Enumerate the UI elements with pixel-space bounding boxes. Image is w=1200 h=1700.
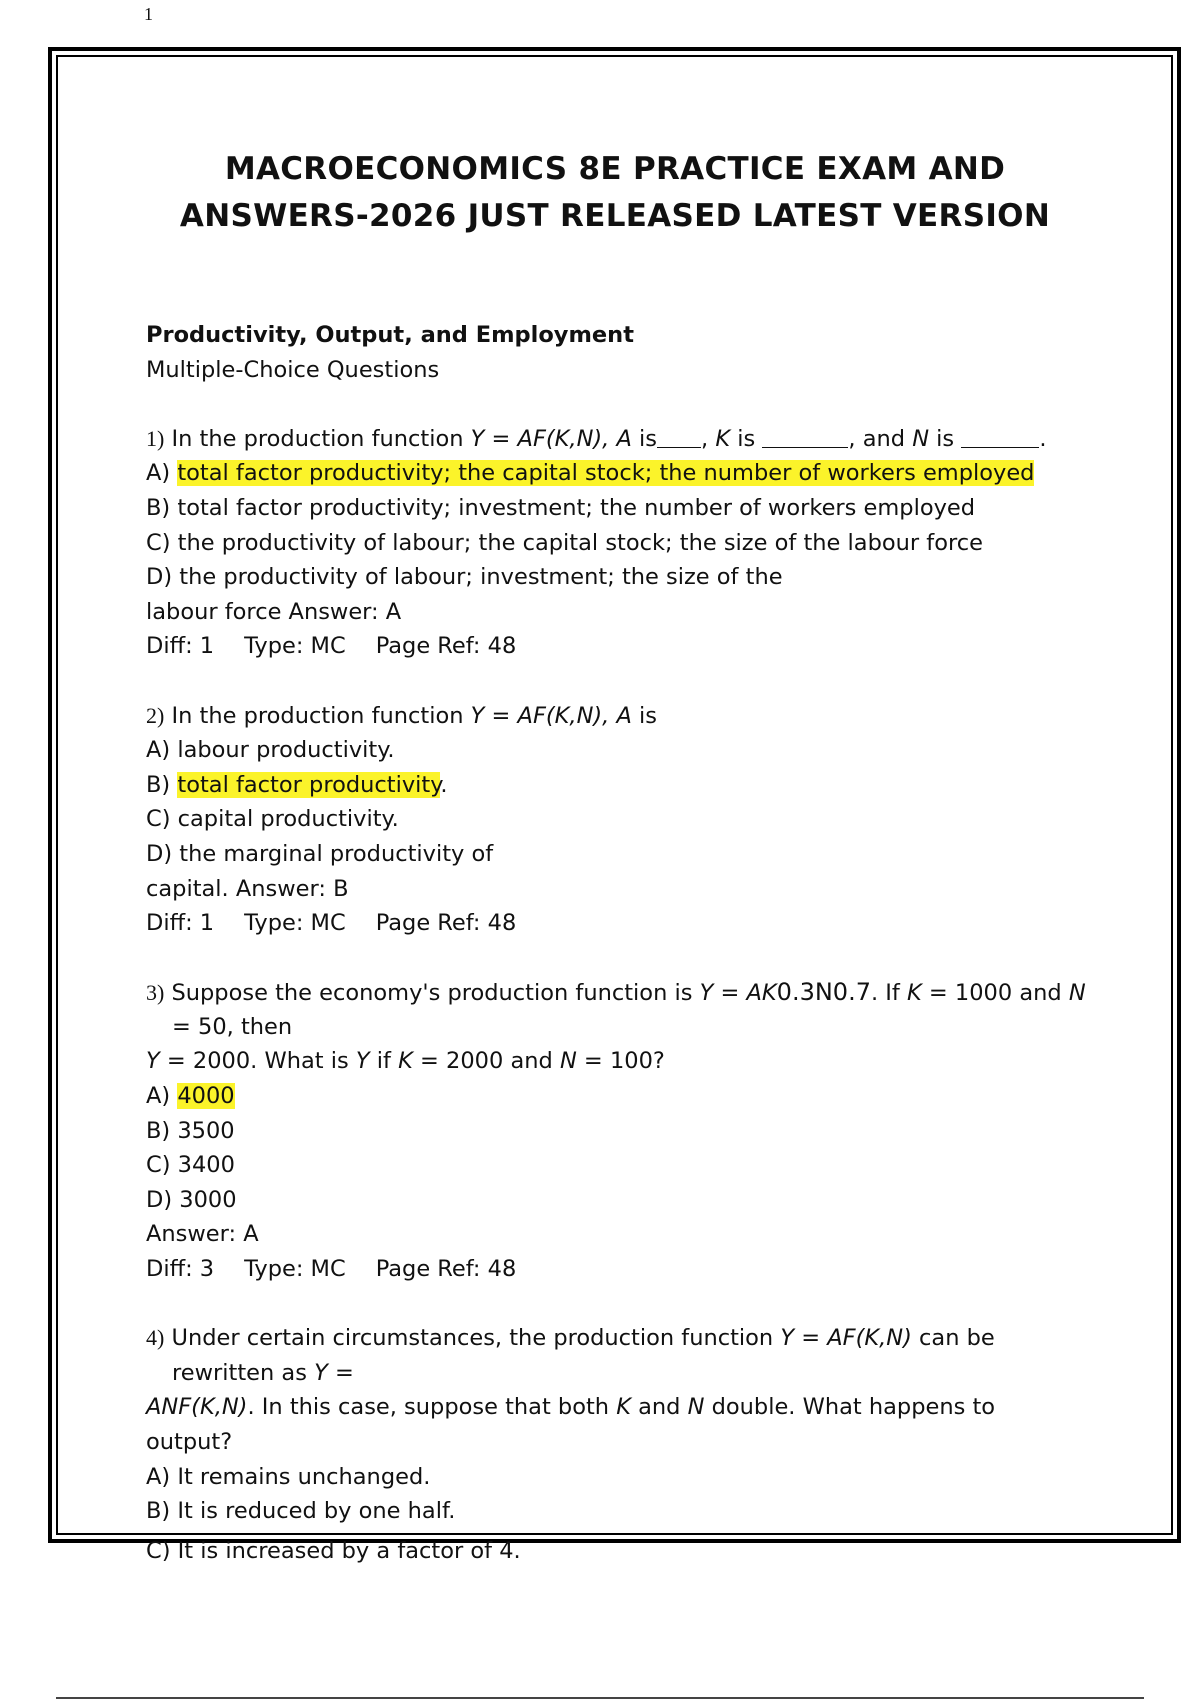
q1-answer: labour force Answer: A (146, 598, 402, 625)
highlighted-answer: total factor productivity (177, 771, 441, 798)
q3-option-b: B) 3500 (146, 1117, 235, 1144)
q4-stem-line-3: ANF(K,N). In this case, suppose that both K and N double. What happens to (146, 1394, 996, 1421)
q1-meta: Diff: 1 Type: MC Page Ref: 48 (146, 633, 517, 660)
q2-answer: capital. Answer: B (146, 875, 349, 902)
question-2-stem: 2) In the production function Y = AF(K,N), A is (146, 702, 658, 729)
page-number: 1 (144, 4, 153, 24)
highlighted-answer: 4000 (177, 1083, 235, 1110)
q4-stem-line-2: rewritten as Y = (172, 1359, 354, 1386)
question-number: 1) (146, 425, 165, 451)
q4-option-c-cut: C) It is increased by a factor of 4. (146, 1538, 521, 1564)
q4-option-a: A) It remains unchanged. (146, 1463, 431, 1490)
title-line-2: ANSWERS-2026 JUST RELEASED LATEST VERSION (179, 198, 1051, 234)
section-heading: Productivity, Output, and Employment (146, 322, 634, 348)
q3-option-a: A) 4000 (146, 1083, 235, 1110)
document-title (60, 146, 1170, 240)
q3-option-c: C) 3400 (146, 1152, 235, 1179)
highlighted-answer: total factor productivity; the capital stock; the number of workers employed (177, 460, 1035, 487)
q1-option-c: C) the productivity of labour; the capital stock; the size of the labour force (146, 529, 983, 556)
question-4-stem: 4) Under certain circumstances, the production function Y = AF(K,N) can be (146, 1325, 995, 1352)
q3-stem-line-3: Y = 2000. What is Y if K = 2000 and N = 100? (146, 1048, 665, 1075)
q1-option-d: D) the productivity of labour; investment; the size of the (146, 564, 783, 591)
answer-blank (961, 423, 1039, 448)
title-line-1: MACROECONOMICS 8E PRACTICE EXAM AND (224, 151, 1006, 187)
q2-meta: Diff: 1 Type: MC Page Ref: 48 (146, 910, 517, 937)
q3-meta: Diff: 3 Type: MC Page Ref: 48 (146, 1256, 517, 1283)
q3-answer: Answer: A (146, 1221, 259, 1248)
q3-option-d: D) 3000 (146, 1186, 237, 1213)
q1-option-a: A) total factor productivity; the capital stock; the number of workers employed (146, 460, 1035, 487)
q2-option-b: B) total factor productivity. (146, 771, 448, 798)
q2-option-a: A) labour productivity. (146, 737, 395, 764)
q2-option-c: C) capital productivity. (146, 806, 399, 833)
q2-option-d: D) the marginal productivity of (146, 840, 494, 867)
answer-blank (657, 423, 701, 448)
q1-option-b: B) total factor productivity; investment; the number of workers employed (146, 494, 976, 521)
footer-rule (56, 1697, 1144, 1699)
exam-content (146, 318, 1146, 1529)
q4-option-b: B) It is reduced by one half. (146, 1498, 456, 1525)
question-1-stem: 1) In the production function Y = AF(K,N), A is , K is , and N is . (146, 422, 1146, 457)
q3-stem-line-2: = 50, then (172, 1013, 293, 1040)
question-3-stem: 3) Suppose the economy's production function is Y = AK0.3N0.7. If K = 1000 and N (146, 978, 1086, 1007)
answer-blank (762, 423, 848, 448)
section-subheading: Multiple-Choice Questions (146, 356, 440, 383)
q4-stem-line-4: output? (146, 1429, 233, 1455)
